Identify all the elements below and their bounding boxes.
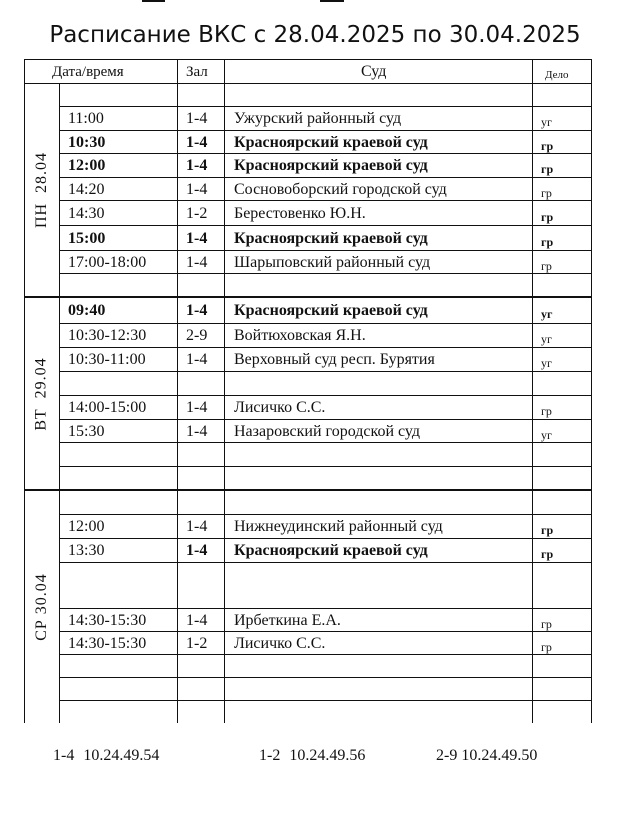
hall-cell: 1-4 <box>186 302 208 319</box>
page-edge-mark <box>320 0 344 2</box>
row-divider <box>59 677 592 678</box>
court-cell: Красноярский краевой суд <box>234 542 428 559</box>
hall-cell: 1-4 <box>186 399 208 416</box>
case-type-cell: гр <box>541 259 552 273</box>
hall-cell: 1-4 <box>186 612 208 629</box>
row-divider <box>59 562 592 563</box>
case-type-cell: уг <box>541 356 552 370</box>
case-type-cell: уг <box>541 115 552 129</box>
time-cell: 11:00 <box>68 110 104 127</box>
case-type-cell: гр <box>541 186 552 200</box>
column-divider-hall <box>224 59 225 723</box>
row-divider <box>59 654 592 655</box>
case-type-cell: гр <box>541 547 554 561</box>
case-type-cell: уг <box>541 307 553 321</box>
time-cell: 10:30 <box>68 134 106 151</box>
hall-cell: 1-2 <box>186 205 208 222</box>
hall-cell: 1-4 <box>186 134 208 151</box>
time-cell: 17:00-18:00 <box>68 254 147 271</box>
hall-ip-entry <box>259 747 365 765</box>
page-edge-mark <box>142 0 165 2</box>
time-cell: 09:40 <box>68 302 106 319</box>
header-court: Суд <box>361 63 387 80</box>
case-type-cell: гр <box>541 617 552 631</box>
row-divider <box>59 700 592 701</box>
row-divider <box>59 631 592 632</box>
header-datetime: Дата/время <box>52 64 124 80</box>
court-cell: Нижнеудинский районный суд <box>234 518 443 535</box>
page-title: Расписание ВКС с 28.04.2025 по 30.04.2025 <box>49 22 581 48</box>
day-separator <box>24 489 592 491</box>
time-cell: 14:00-15:00 <box>68 399 147 416</box>
header-hall: Зал <box>186 64 208 80</box>
court-cell: Войтюховская Я.Н. <box>234 327 366 344</box>
hall-cell: 1-4 <box>186 542 208 559</box>
hall-cell: 1-4 <box>186 181 208 198</box>
court-cell: Лисичко С.С. <box>234 635 326 652</box>
time-cell: 12:00 <box>68 157 106 174</box>
header-divider <box>24 83 592 84</box>
day-label: СР 30.04 <box>32 572 50 641</box>
row-divider <box>59 130 592 131</box>
court-cell: Берестовенко Ю.Н. <box>234 205 366 222</box>
hall-number: 1-2 <box>259 747 281 764</box>
column-divider-day <box>59 83 60 723</box>
case-type-cell: гр <box>541 162 554 176</box>
row-divider <box>59 608 592 609</box>
court-cell: Красноярский краевой суд <box>234 134 428 151</box>
time-cell: 15:30 <box>68 423 105 440</box>
time-cell: 14:20 <box>68 181 105 198</box>
court-cell: Лисичко С.С. <box>234 399 326 416</box>
row-divider <box>59 442 592 443</box>
row-divider <box>59 200 592 201</box>
table-border-left <box>24 59 25 723</box>
hall-number: 2-9 <box>436 747 458 764</box>
case-type-cell: гр <box>541 523 554 537</box>
hall-cell: 1-2 <box>186 635 208 652</box>
hall-cell: 1-4 <box>186 157 208 174</box>
time-cell: 10:30-12:30 <box>68 327 147 344</box>
hall-cell: 1-4 <box>186 518 208 535</box>
hall-ip-entry <box>53 747 159 765</box>
row-divider <box>59 323 592 324</box>
row-divider <box>59 371 592 372</box>
hall-cell: 1-4 <box>186 230 208 247</box>
ip-address: 10.24.49.50 <box>461 747 538 764</box>
row-divider <box>59 177 592 178</box>
court-cell: Шарыповский районный суд <box>234 254 431 271</box>
day-separator <box>24 296 592 298</box>
case-type-cell: гр <box>541 139 554 153</box>
hall-cell: 1-4 <box>186 254 208 271</box>
hall-cell: 1-4 <box>186 351 208 368</box>
case-type-cell: гр <box>541 210 554 224</box>
court-cell: Ужурский районный суд <box>234 110 402 127</box>
hall-cell: 2-9 <box>186 327 208 344</box>
case-type-cell: гр <box>541 404 552 418</box>
time-cell: 10:30-11:00 <box>68 351 146 368</box>
court-cell: Красноярский краевой суд <box>234 157 428 174</box>
day-label: ПН 28.04 <box>32 151 50 229</box>
day-label: ВТ 29.04 <box>32 356 50 431</box>
case-type-cell: гр <box>541 640 552 654</box>
time-cell: 14:30 <box>68 205 105 222</box>
hall-cell: 1-4 <box>186 423 208 440</box>
hall-ip-entry <box>436 747 537 765</box>
row-divider <box>59 466 592 467</box>
case-type-cell: уг <box>541 428 552 442</box>
time-cell: 14:30-15:30 <box>68 635 147 652</box>
table-border-top <box>24 59 592 60</box>
case-type-cell: уг <box>541 332 552 346</box>
row-divider <box>59 419 592 420</box>
row-divider <box>59 225 592 226</box>
header-case: Дело <box>545 69 569 81</box>
column-divider-time <box>177 59 178 723</box>
time-cell: 14:30-15:30 <box>68 612 147 629</box>
column-divider-court <box>532 59 533 723</box>
time-cell: 13:30 <box>68 542 105 559</box>
row-divider <box>59 250 592 251</box>
case-type-cell: гр <box>541 235 554 249</box>
ip-address: 10.24.49.54 <box>83 747 160 764</box>
court-cell: Верховный суд респ. Бурятия <box>234 351 435 368</box>
row-divider <box>59 395 592 396</box>
court-cell: Сосновоборский городской суд <box>234 181 447 198</box>
hall-number: 1-4 <box>53 747 75 764</box>
row-divider <box>59 273 592 274</box>
ip-address: 10.24.49.56 <box>289 747 366 764</box>
table-border-right <box>591 59 592 723</box>
hall-cell: 1-4 <box>186 110 208 127</box>
row-divider <box>59 514 592 515</box>
row-divider <box>59 347 592 348</box>
row-divider <box>59 538 592 539</box>
court-cell: Красноярский краевой суд <box>234 302 428 319</box>
court-cell: Красноярский краевой суд <box>234 230 428 247</box>
court-cell: Назаровский городской суд <box>234 423 421 440</box>
time-cell: 12:00 <box>68 518 105 535</box>
time-cell: 15:00 <box>68 230 106 247</box>
row-divider <box>59 106 592 107</box>
court-cell: Ирбеткина Е.А. <box>234 612 341 629</box>
row-divider <box>59 153 592 154</box>
